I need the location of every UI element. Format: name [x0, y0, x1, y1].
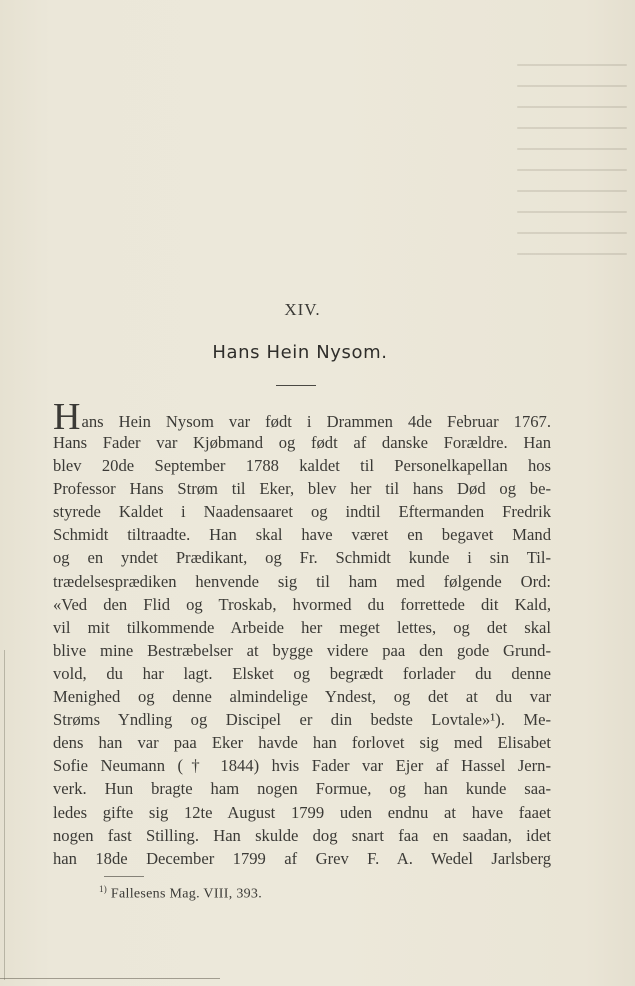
chapter-number: XIV.	[284, 300, 321, 319]
text-line: Sofie Neumann († 1844) hvis Fader var Ejer af Hassel Jern-	[53, 756, 551, 776]
body-paragraph	[53, 403, 551, 870]
text-line: Strøms Yndling og Discipel er din bedste Lovtale»¹). Me-	[53, 710, 551, 730]
chapter-title: Hans Hein Nysom.	[212, 342, 388, 363]
footnote-divider	[104, 876, 144, 877]
text-line	[53, 403, 551, 431]
text-line: «Ved den Flid og Troskab, hvormed du forrettede dit Kald,	[53, 594, 551, 614]
first-line-text: ans Hein Nysom var født i Drammen 4de Februar 1767.	[81, 412, 551, 431]
text-line: ledes gifte sig 12te August 1799 uden endnu at have faaet	[53, 802, 551, 822]
text-line: han 18de December 1799 af Grev F. A. Wedel Jarlsberg	[53, 848, 551, 868]
footnote	[99, 884, 262, 903]
text-line: Schmidt tiltraadte. Han skal have været en begavet Mand	[53, 525, 551, 545]
text-line: blev 20de September 1788 kaldet til Personelkapellan hos	[53, 456, 551, 476]
drop-cap: H	[53, 403, 81, 431]
footnote-text: Fallesens Mag. VIII, 393.	[110, 886, 263, 902]
title-divider	[276, 385, 316, 386]
text-line: vil mit tilkommende Arbeide her meget lettes, og det skal	[53, 617, 551, 637]
text-line: og en yndet Prædikant, og Fr. Schmidt kunde i sin Til-	[53, 548, 551, 568]
text-line: Hans Fader var Kjøbmand og født af danske Forældre. Han	[53, 433, 551, 452]
text-line: styrede Kaldet i Naadensaaret og indtil Eftermanden Fredrik	[53, 502, 551, 522]
text-line: dens han var paa Eker havde han forlovet sig med Elisabet	[53, 733, 551, 753]
text-line: vold, du har lagt. Elsket og begrædt forlader du denne	[53, 663, 551, 683]
footnote-marker: 1)	[99, 884, 108, 894]
text-line: trædelsesprædiken henvende sig til ham med følgende Ord:	[53, 571, 551, 591]
bleed-through-text	[517, 64, 627, 284]
text-line: blive mine Bestræbelser at bygge videre paa den gode Grund-	[53, 640, 551, 660]
text-line: nogen fast Stilling. Han skulde dog snart faa en saadan, idet	[53, 825, 551, 845]
text-line: Professor Hans Strøm til Eker, blev her til hans Død og be-	[53, 479, 551, 499]
page-edge-shadow	[4, 650, 5, 980]
text-line: verk. Hun bragte ham nogen Formue, og han kunde saa-	[53, 779, 551, 799]
bottom-edge-line	[0, 978, 220, 979]
text-line: Menighed og denne almindelige Yndest, og det at du var	[53, 687, 551, 707]
